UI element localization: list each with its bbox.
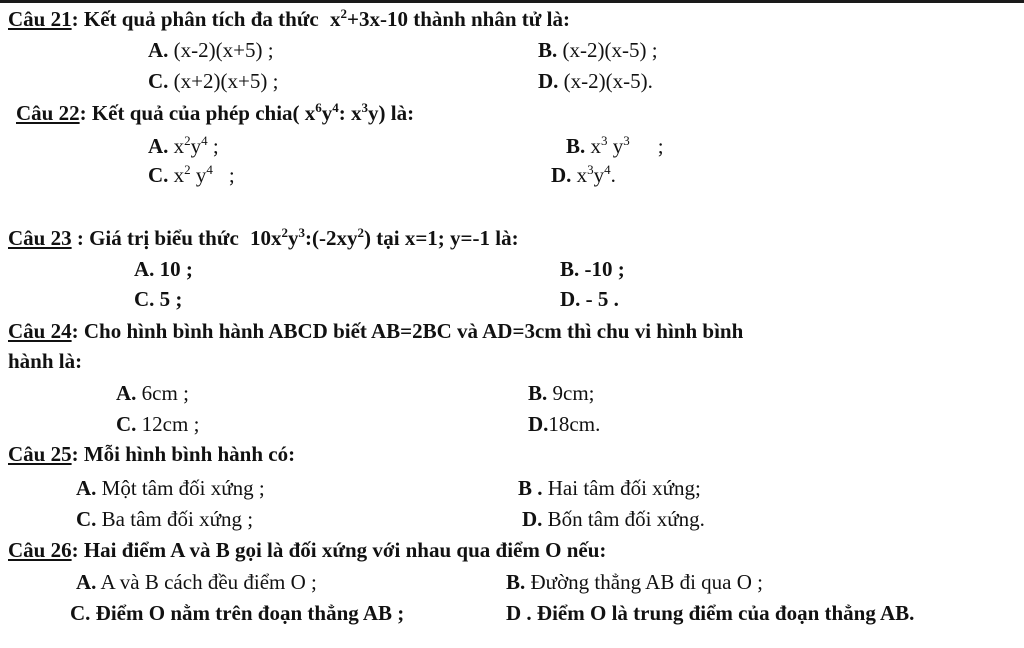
question-25-text: : Mỗi hình bình hành có: — [71, 442, 296, 466]
question-23-label: Câu 23 — [8, 226, 72, 250]
top-border — [0, 0, 1024, 3]
question-26-stem — [8, 537, 606, 563]
question-26-text: : Hai điểm A và B gọi là đối xứng với nhau qua điểm O nếu: — [71, 538, 607, 562]
question-22-option-a: A. $x^2y^4$ ; — [148, 133, 219, 158]
question-21-option-a: A. (x-2)(x+5) ; — [148, 38, 274, 62]
question-23-option-d: D. - 5 . — [560, 287, 619, 311]
question-26-option-c: C. Điểm O nằm trên đoạn thẳng AB ; — [70, 601, 405, 625]
question-25-option-c: C. Ba tâm đối xứng ; — [76, 507, 254, 531]
question-21-label: Câu 21 — [8, 7, 72, 31]
question-24-option-d: D.18cm. — [528, 412, 601, 436]
question-25-option-d: D. Bốn tâm đối xứng. — [522, 507, 705, 531]
question-22-label: Câu 22 — [16, 101, 80, 125]
question-25-stem — [8, 441, 295, 467]
question-21-stem: Câu 21: Kết quả phân tích đa thức $x^2+3x-10$ thành nhân tử là: — [8, 6, 570, 31]
question-23-text: : Giá trị biểu thức — [76, 226, 239, 250]
question-23-option-a: A. 10 ; — [134, 257, 193, 281]
question-24-option-a: A. 6cm ; — [116, 381, 189, 405]
question-23-expression: $10x^2y^3:(-2xy^2)$ tại x=1; y=-1 là: — [250, 225, 519, 250]
question-24-option-c: C. 12cm ; — [116, 412, 200, 436]
question-24-stem-continued: hành là: — [8, 349, 83, 373]
question-26-option-a: A. A và B cách đều điểm O ; — [76, 570, 317, 594]
question-24-stem — [8, 318, 743, 344]
question-22-option-d: D. $x^3y^4$. — [551, 162, 616, 187]
question-21-option-d: D. (x-2)(x-5). — [538, 69, 653, 93]
question-22-option-c: C. $x^2$ $y^4$ ; — [148, 162, 235, 187]
question-24-text: : Cho hình bình hành ABCD biết AB=2BC và AD=3cm thì chu vi hình bình — [71, 319, 744, 343]
question-22-text: : Kết quả của phép chia( $x^6y^4$: $x^3y$) là: — [79, 100, 415, 125]
question-23-option-c: C. 5 ; — [134, 287, 183, 311]
question-22-stem — [16, 100, 414, 126]
question-26-option-d: D . Điểm O là trung điểm của đoạn thẳng AB. — [506, 601, 915, 625]
question-25-label: Câu 25 — [8, 442, 72, 466]
question-22-option-b: B. $x^3$ $y^3$ ; — [566, 133, 664, 158]
question-23-stem — [8, 225, 519, 251]
question-23-option-b: B. -10 ; — [560, 257, 625, 281]
question-26-label: Câu 26 — [8, 538, 72, 562]
question-21-text: Kết quả phân tích đa thức — [83, 7, 319, 31]
question-21-option-c: C. (x+2)(x+5) ; — [148, 69, 279, 93]
question-26-option-b: B. Đường thẳng AB đi qua O ; — [506, 570, 763, 594]
question-21-polynomial: $x^2+3x-10$ thành nhân tử là: — [330, 6, 570, 31]
question-24-label: Câu 24 — [8, 319, 72, 343]
question-24-option-b: B. 9cm; — [528, 381, 595, 405]
question-21-option-b: B. (x-2)(x-5) ; — [538, 38, 658, 62]
question-25-option-b: B . Hai tâm đối xứng; — [518, 476, 701, 500]
question-25-option-a: A. Một tâm đối xứng ; — [76, 476, 265, 500]
